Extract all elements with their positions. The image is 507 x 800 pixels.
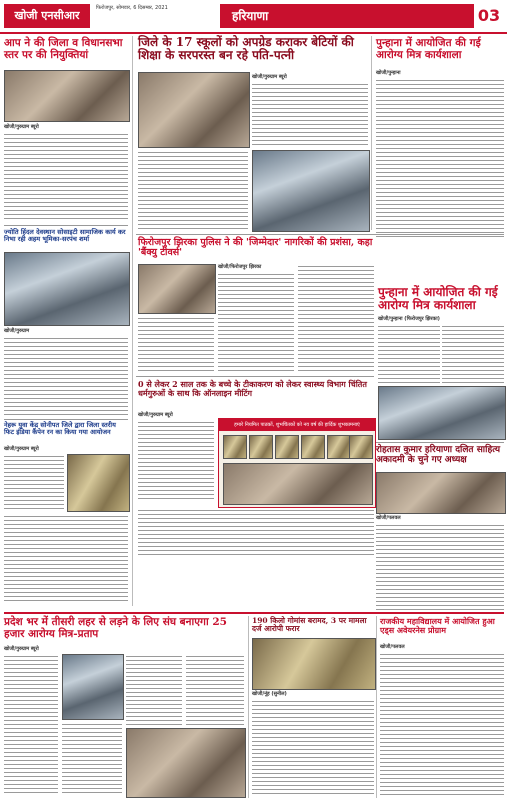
body-s10-c4 [186,654,244,726]
headline-s7: नेहरू युवा केंद्र सोनीपत जिले द्वारा जिला स्तरीय फिट इंडिया कैंपेन रन का किया गया आयोजन [4,421,116,437]
banner-avatar [349,435,373,459]
body-s6-cont [442,324,504,384]
headline-s8: 0 से लेकर 2 साल तक के बच्चे के टीकाकरण को लेकर स्वास्थ्य विभाग चिंतित धर्मगुरुओं के साथ कि ऑनलाइन मीटिंग [138,379,367,398]
byline-s2: खोजी/गुरुग्राम ब्यूरो [252,74,287,80]
edition-date: फिरोजपुर, सोमवार, 6 दिसम्बर, 2021 [96,5,168,11]
photo-s2b [252,150,370,232]
body-s5-cont [298,264,374,372]
headline-s1: आप ने की जिला व विधानसभा स्तर पर की नियुक्तियां [4,37,123,61]
byline-s7: खोजी/गुरुग्राम ब्यूरो [4,446,39,452]
byline-s6: खोजी/पुन्हाना (फिरोजपुर झिरका) [378,316,440,322]
byline-s10: खोजी/गुरुग्राम ब्यूरो [4,646,39,652]
divider [4,225,128,226]
banner-avatar [275,435,299,459]
headline-s10: प्रदेश भर में तीसरी लहर से लड़ने के लिए संघ बनाएगा 25 हजार आरोग्य मित्र-प्रताप [4,616,227,640]
headline-s6: पुन्हाना में आयोजित की गई आरोग्य मित्र कार्यशाला [378,285,498,313]
divider [376,442,504,443]
headline-s2: जिले के 17 स्कूलों को अपग्रेड कराकर बेटियों की शिक्षा के सरपरस्त बन रहे पति-पत्नी [138,35,354,63]
body-s2 [252,82,368,146]
banner-avatar [327,435,351,459]
body-s5 [218,272,294,372]
photo-s2 [138,72,250,148]
photo-s7 [67,454,130,512]
byline-s9: खोजी/पलवल [376,515,401,521]
headline-s11: 190 किलो गोमांस बरामद, 3 पर मामला दर्ज आरोपी फरार [252,616,367,634]
body-s11 [252,699,374,796]
banner-avatar [301,435,325,459]
body-s10 [4,654,58,796]
body-s1 [4,132,128,222]
headline-s5: फिरोजपुर झिरका पुलिस ने की 'जिम्मेदार' नागरिकों की प्रशंसा, कहा 'बैंक्यु टीवर्स' [138,237,373,259]
byline-s4: खोजी/गुरुग्राम [4,328,30,334]
headline-s12: राजकीय महाविद्यालय में आयोजित हुआ एड्स अवेयरनेस प्रोग्राम [380,616,495,635]
banner-photo [223,463,373,505]
body-s5-left [138,316,214,372]
divider [4,419,128,420]
body-s8 [138,420,214,500]
column-rule [248,616,249,798]
byline-s3: खोजी/पुन्हाना [376,70,401,76]
photo-s10 [62,654,124,720]
body-s4 [4,336,128,416]
banner-title: हमारे नियमित पाठकों, शुभचिंतकों को नव वर्ष की हार्दिक शुभकामनाएं [219,419,375,431]
masthead-logo: खोजी एनसीआर [4,4,90,28]
greeting-banner [218,418,376,508]
column-rule [371,36,372,230]
photo-s6 [378,386,506,440]
divider [136,376,374,377]
section-title: हरियाणा [220,4,482,28]
photo-s4 [4,252,130,326]
byline-s5: खोजी/फिरोजपुर झिरका [218,264,262,270]
headline-s9: रोहतास कुमार हरियाणा दलित साहित्य अकादमी के चुने गए अध्यक्ष [376,445,501,465]
byline-s8: खोजी/गुरुग्राम ब्यूरो [138,412,173,418]
photo-s5 [138,264,216,314]
divider [136,234,504,235]
banner-avatar [249,435,273,459]
byline-s12: खोजी/पलवल [380,644,405,650]
body-s10-c3 [126,654,182,726]
body-s6 [378,324,440,384]
banner-avatar [223,435,247,459]
body-s12 [380,652,504,796]
divider [4,612,504,614]
headline-s4: ज्योति हिंदल देवस्थान सोसाइटी सामाजिक कार्य कर निभा रही अहम भूमिका-सरपंच शर्मा [4,228,126,244]
byline-s11: खोजी/नूंह (सुनील) [252,691,287,697]
body-s3 [376,78,504,238]
headline-s3: पुन्हाना में आयोजित की गई आरोग्य मित्र कार्यशाला [376,37,481,61]
body-s8-cont [138,508,374,558]
column-rule [376,616,377,798]
byline-s1: खोजी/गुरुग्राम ब्यूरो [4,124,39,130]
body-s2-cont [138,150,248,230]
body-s7-cont [4,514,128,604]
page-number: 03 [474,4,504,28]
body-s10-cont [62,722,122,796]
photo-s1 [4,70,130,122]
body-s9 [376,523,504,611]
photo-s9 [376,472,506,514]
body-s7 [4,454,64,510]
column-rule [132,36,133,606]
photo-s11 [252,638,376,690]
photo-s10b [126,728,246,798]
